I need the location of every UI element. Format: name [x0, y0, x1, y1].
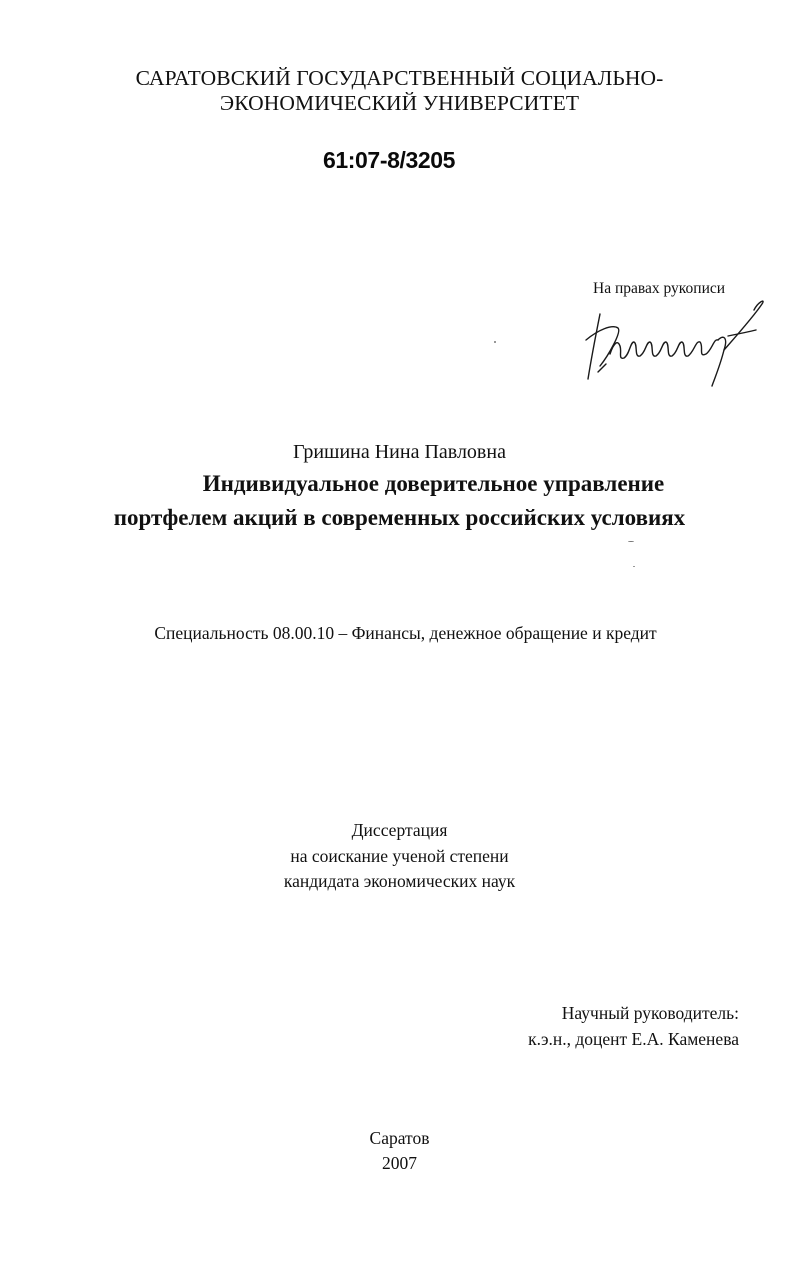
handwritten-signature [578, 294, 778, 394]
specialty: Специальность 08.00.10 – Финансы, денежное обращение и кредит [154, 623, 657, 643]
degree-purpose: на соискание ученой степени [290, 845, 509, 866]
scan-speck [494, 341, 496, 343]
dissertation-title-line-2: портфелем акций в современных российских условиях [113, 505, 686, 530]
scan-speck [628, 541, 634, 542]
city-year [0, 1126, 799, 1176]
university-name-line-2: ЭКОНОМИЧЕСКИЙ УНИВЕРСИТЕТ [219, 91, 580, 115]
advisor-label: Научный руководитель: [561, 1003, 739, 1023]
year: 2007 [382, 1153, 417, 1173]
university-name [0, 66, 799, 116]
author-name: Гришина Нина Павловна [293, 441, 506, 463]
catalog-code: 61:07-8/3205 [323, 147, 456, 173]
scan-speck [633, 566, 635, 567]
degree-name: кандидата экономических наук [283, 871, 516, 891]
dissertation-label: Диссертация [351, 820, 448, 840]
manuscript-rights-note: На правах рукописи [593, 280, 726, 297]
university-name-line-1: САРАТОВСКИЙ ГОСУДАРСТВЕННЫЙ СОЦИАЛЬНО- [135, 66, 664, 90]
advisor-name: к.э.н., доцент Е.А. Каменева [528, 1029, 739, 1049]
city: Саратов [369, 1128, 430, 1148]
dissertation-degree [0, 818, 799, 895]
dissertation-title-line-1: Индивидуальное доверительное управление [202, 471, 665, 496]
scientific-advisor [528, 1000, 739, 1052]
